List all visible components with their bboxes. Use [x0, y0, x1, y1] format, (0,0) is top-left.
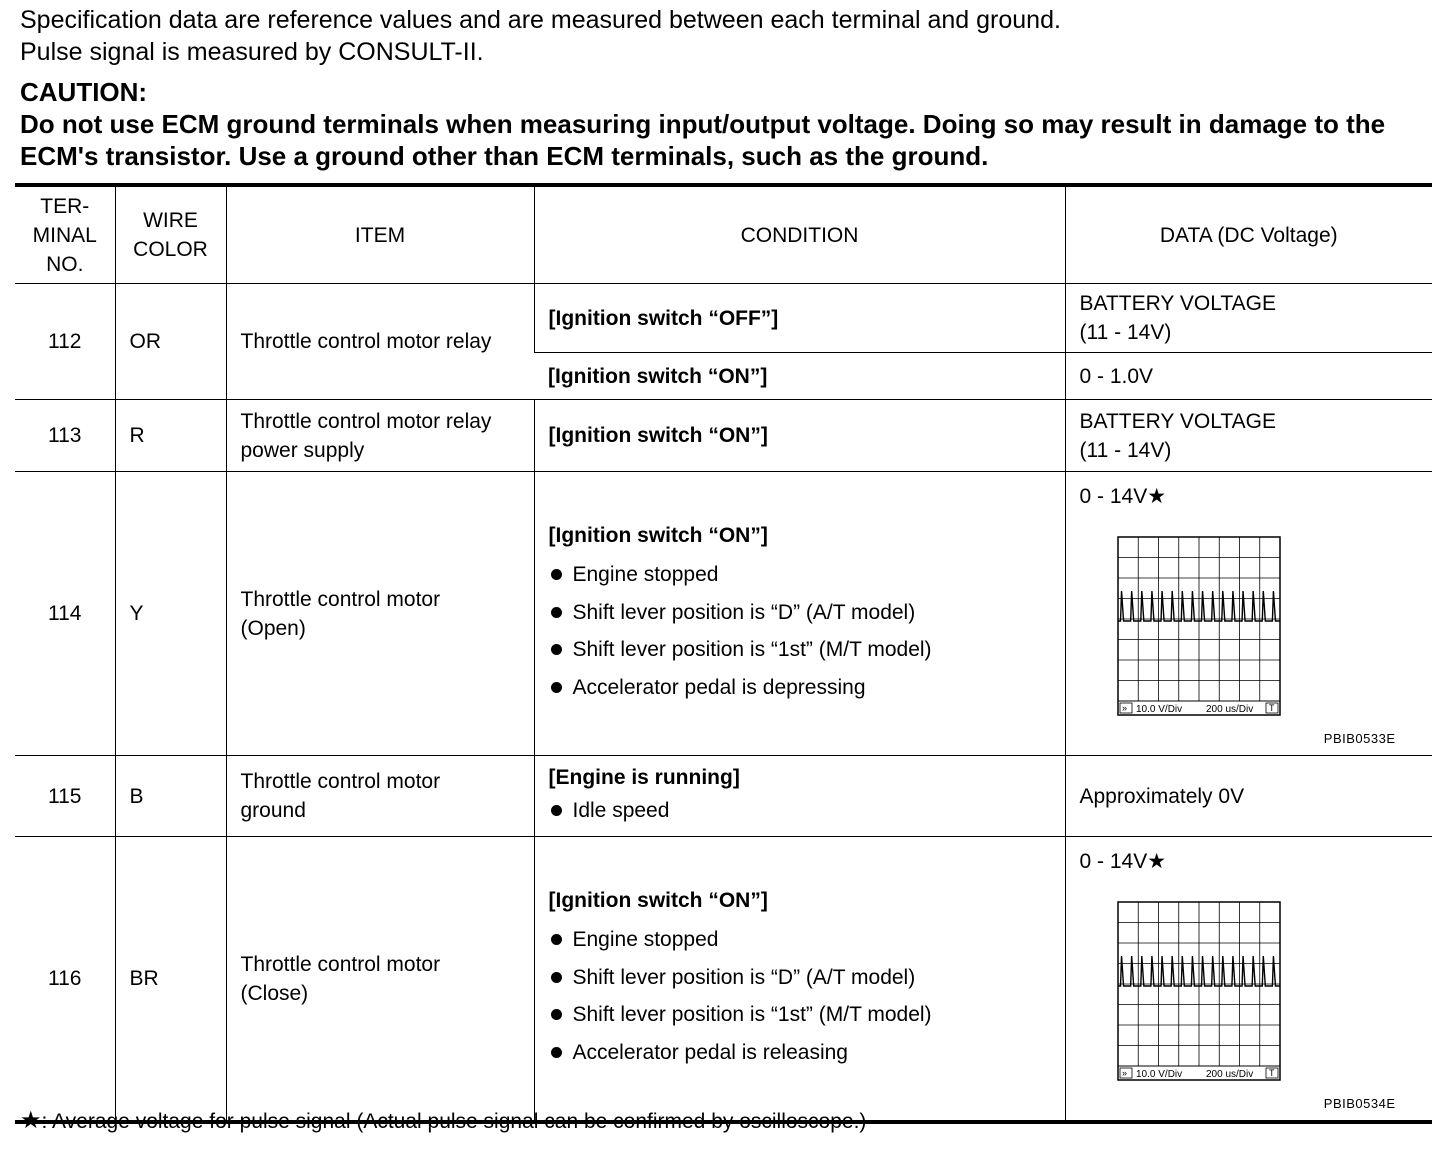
scope-mode: T: [1268, 1068, 1274, 1078]
data-cell: 0 - 1.0V: [1065, 353, 1432, 400]
wire-color: Y: [115, 472, 226, 756]
condition-cell: [Ignition switch “ON”] Engine stopped Shift lever position is “D” (A/T model) Shift lever position is “1st” (M/T model) Accelerator pedal is releasing: [534, 837, 1065, 1123]
item-cell: Throttle control motor (Close): [226, 837, 534, 1123]
intro-line-2: Pulse signal is measured by CONSULT-II.: [20, 38, 484, 66]
scope-time-div: 200 us/Div: [1205, 1069, 1253, 1080]
footnote: [20, 1106, 866, 1135]
header-item: ITEM: [226, 185, 534, 284]
bullet-item: Accelerator pedal is releasing: [549, 1034, 1051, 1072]
terminal-no: 113: [15, 400, 115, 472]
bullet-item: Idle speed: [549, 792, 1051, 830]
bullet-item: Engine stopped: [549, 921, 1051, 959]
scope-volt-div: 10.0 V/Div: [1135, 1069, 1182, 1080]
bullet-item: Engine stopped: [549, 556, 1051, 594]
condition-cell: [Ignition switch “ON”]: [534, 353, 1065, 400]
item-cell: Throttle control motor relay power supply: [226, 400, 534, 472]
data-cell: [1065, 837, 1432, 1123]
condition-cell: [Ignition switch “ON”]: [534, 400, 1065, 472]
terminal-no: 116: [15, 837, 115, 1123]
condition-list: [549, 556, 1051, 706]
intro-text: [20, 4, 1061, 68]
bullet-item: Shift lever position is “D” (A/T model): [549, 594, 1051, 632]
header-terminal: TER- MINAL NO.: [15, 185, 115, 284]
condition-cell: [Ignition switch “OFF”]: [534, 284, 1065, 353]
table-row: [15, 400, 1432, 472]
header-data: DATA (DC Voltage): [1065, 185, 1432, 284]
item-cell: Throttle control motor ground: [226, 756, 534, 837]
star-icon: ★: [20, 1107, 42, 1134]
bullet-item: Shift lever position is “1st” (M/T model): [549, 631, 1051, 669]
item-cell: Throttle control motor (Open): [226, 472, 534, 756]
scope-volt-div: 10.0 V/Div: [1135, 704, 1182, 715]
bullet-item: Shift lever position is “D” (A/T model): [549, 959, 1051, 997]
condition-cell: [Ignition switch “ON”] Engine stopped Shift lever position is “D” (A/T model) Shift lever position is “1st” (M/T model) Accelerator pedal is depressing: [534, 472, 1065, 756]
caution-body: Do not use ECM ground terminals when measuring input/output voltage. Doing so may result in damage to the ECM's transistor. Use a ground other than ECM terminals, such as the ground.: [20, 109, 1386, 171]
oscilloscope-svg: [1080, 880, 1400, 1120]
footnote-text: : Average voltage for pulse signal (Actual pulse signal can be confirmed by oscilloscope.): [41, 1110, 867, 1133]
bullet-item: Accelerator pedal is depressing: [549, 669, 1051, 707]
figure-id: PBIB0533E: [1323, 731, 1396, 746]
header-wire-color: WIRE COLOR: [115, 185, 226, 284]
pulse-voltage: 0 - 14V★: [1079, 850, 1167, 873]
terminal-no: 115: [15, 756, 115, 837]
figure-id: PBIB0534E: [1323, 1096, 1396, 1111]
table-row: [15, 837, 1432, 1123]
header-condition: CONDITION: [534, 185, 1065, 284]
double-chevron-icon-glyph: »: [1121, 703, 1127, 713]
oscilloscope-figure: [1080, 515, 1400, 755]
terminal-spec-table: [15, 183, 1432, 1124]
intro-line-1: Specification data are reference values and are measured between each terminal and ground.: [20, 6, 1061, 34]
table-row: [15, 284, 1432, 353]
bullet-item: Shift lever position is “1st” (M/T model): [549, 996, 1051, 1034]
wire-color: B: [115, 756, 226, 837]
table-header-row: [15, 185, 1432, 284]
data-cell: BATTERY VOLTAGE (11 - 14V): [1065, 284, 1432, 353]
pulse-voltage: 0 - 14V★: [1079, 485, 1167, 508]
terminal-no: 112: [15, 284, 115, 400]
wire-color: R: [115, 400, 226, 472]
item-cell: Throttle control motor relay: [226, 284, 534, 400]
wire-color: BR: [115, 837, 226, 1123]
oscilloscope-svg: [1080, 515, 1400, 755]
scope-mode: T: [1268, 703, 1274, 713]
condition-list: [549, 792, 1051, 830]
wire-color: OR: [115, 284, 226, 400]
data-cell: [1065, 472, 1432, 756]
table-row: [15, 756, 1432, 837]
oscilloscope-figure: [1080, 880, 1400, 1120]
table-row: [15, 472, 1432, 756]
data-cell: BATTERY VOLTAGE (11 - 14V): [1065, 400, 1432, 472]
condition-cell: [Engine is running] Idle speed: [534, 756, 1065, 837]
terminal-no: 114: [15, 472, 115, 756]
condition-list: [549, 921, 1051, 1071]
scope-time-div: 200 us/Div: [1205, 704, 1253, 715]
data-cell: Approximately 0V: [1065, 756, 1432, 837]
caution-heading: CAUTION:: [20, 77, 148, 107]
double-chevron-icon-glyph: »: [1121, 1068, 1127, 1078]
